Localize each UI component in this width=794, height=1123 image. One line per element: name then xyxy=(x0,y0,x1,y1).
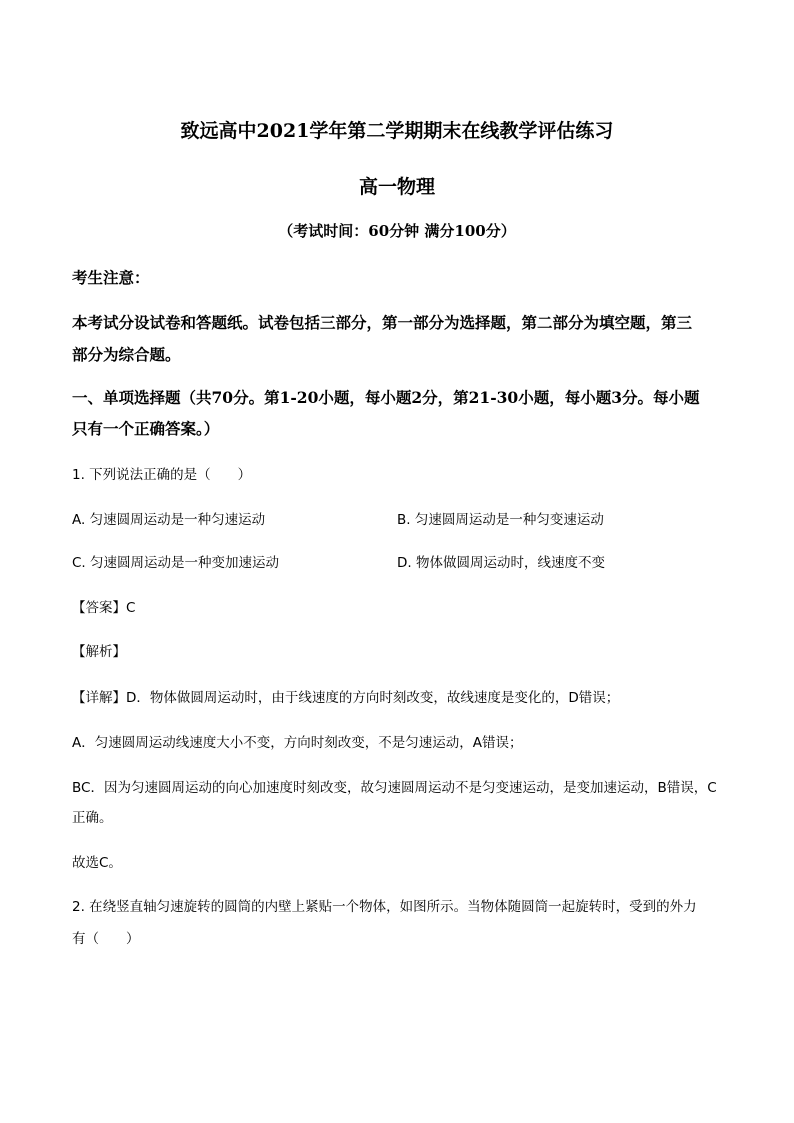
notice-line-2: 部分为综合题。 xyxy=(72,345,181,364)
question-1-analysis-label: 【解析】 xyxy=(72,644,126,660)
question-1-option-a: A. 匀速圆周运动是一种匀速运动 xyxy=(72,512,266,528)
notice-heading: 考生注意： xyxy=(72,268,150,287)
question-1-option-b: B. 匀速圆周运动是一种匀变速运动 xyxy=(397,512,604,528)
question-1-option-d: D. 物体做圆周运动时，线速度不变 xyxy=(397,555,605,571)
question-2-line-1: 2. 在绕竖直轴匀速旋转的圆筒的内壁上紧贴一个物体，如图所示。当物体随圆筒一起旋转时，受到的外力 xyxy=(72,899,697,915)
page-title: 致远高中2021学年第二学期期末在线教学评估练习 xyxy=(180,120,614,142)
notice-line-1: 本考试分设试卷和答题纸。试卷包括三部分，第一部分为选择题，第二部分为填空题，第三 xyxy=(72,313,693,332)
question-1-detail-4: 正确。 xyxy=(72,810,113,826)
question-1-detail-2: A．匀速圆周运动线速度大小不变，方向时刻改变，不是匀速运动，A错误； xyxy=(72,735,523,751)
exam-info: （考试时间：60分钟 满分100分） xyxy=(278,222,516,240)
question-1-answer: 【答案】C xyxy=(72,600,136,616)
section-heading-line-2: 只有一个正确答案。） xyxy=(72,419,220,438)
question-1-option-c: C. 匀速圆周运动是一种变加速运动 xyxy=(72,555,280,571)
question-1-stem: 1. 下列说法正确的是（ ） xyxy=(72,467,252,483)
question-1-conclusion: 故选C。 xyxy=(72,855,122,871)
question-2-line-2: 有（ ） xyxy=(72,931,140,947)
question-1-detail-3: BC．因为匀速圆周运动的向心加速度时刻改变，故匀速圆周运动不是匀变速运动，是变加速运动，B错误，C xyxy=(72,780,717,796)
section-heading-line-1: 一、单项选择题（共70分。第1-20小题，每小题2分，第21-30小题，每小题3分。每小题 xyxy=(72,388,700,407)
page-subtitle: 高一物理 xyxy=(358,176,435,198)
question-1-detail-1: 【详解】D．物体做圆周运动时，由于线速度的方向时刻改变，故线速度是变化的，D错误； xyxy=(72,690,620,706)
